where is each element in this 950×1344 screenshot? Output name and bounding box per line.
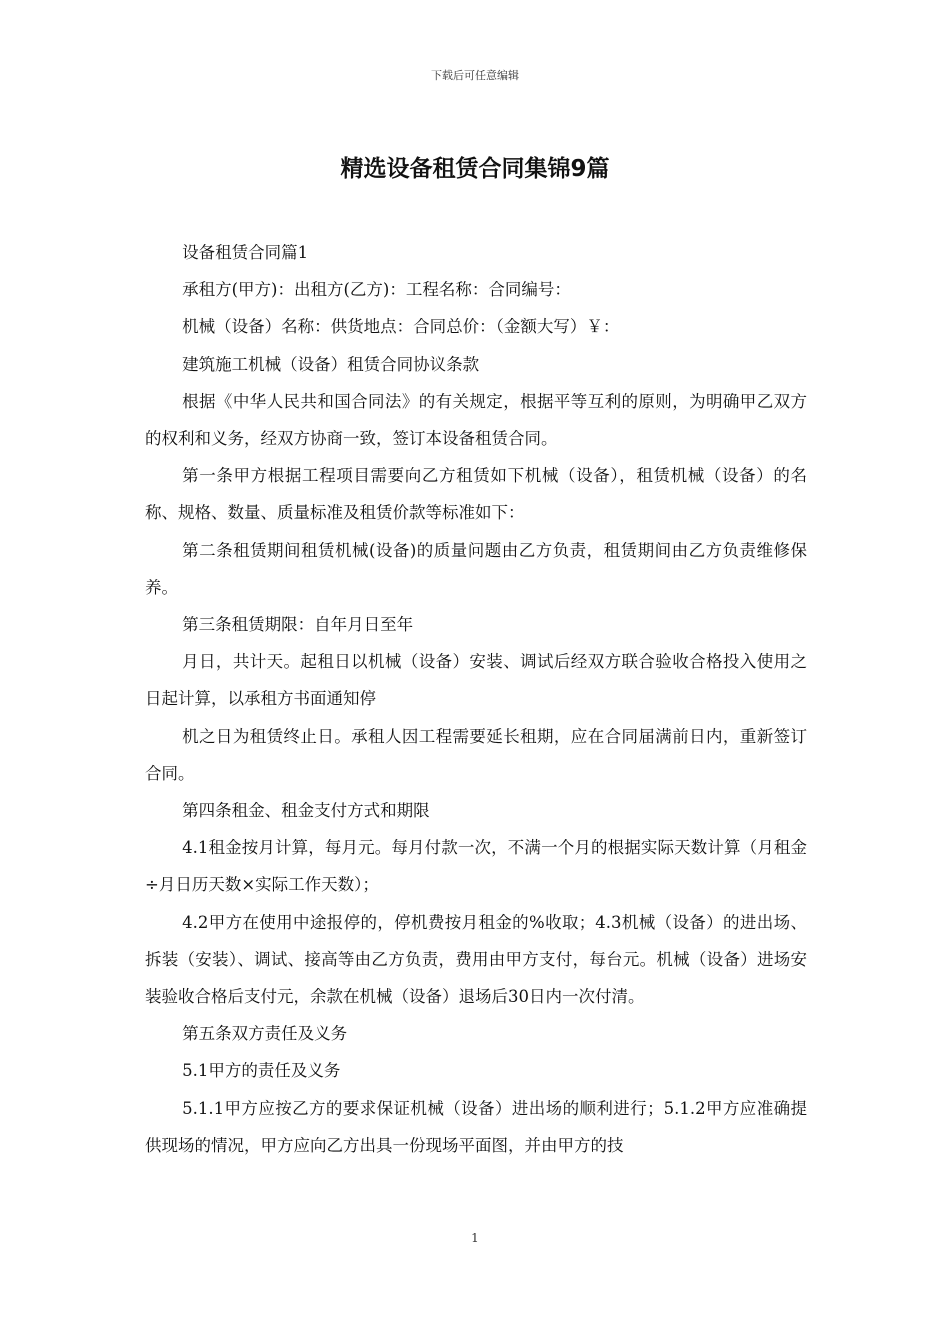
paragraph: 第三条租赁期限：自年月日至年 (182, 615, 414, 635)
paragraph: 第二条租赁期间租赁机械(设备)的质量问题由乙方负责，租赁期间由乙方负责维修保养。 (145, 540, 807, 597)
page-header: 下载后可任意编辑 (431, 69, 519, 82)
page-number: 1 (471, 1231, 479, 1245)
paragraph: 机械（设备）名称：供货地点：合同总价：（金额大写）￥： (182, 317, 620, 337)
paragraph: 4.2甲方在使用中途报停的，停机费按月租金的%收取；4.3机械（设备）的进出场、拆装（安装）、调试、接高等由乙方负责，费用由甲方支付，每台元。机械（设备）进场安装验收合格后支付元，余款在机械（设备）退场后30日内一次付清。 (145, 912, 807, 1007)
paragraph: 第四条租金、租金支付方式和期限 (182, 801, 430, 821)
paragraph: 月日，共计天。起租日以机械（设备）安装、调试后经双方联合验收合格投入使用之日起计算，以承租方书面通知停 (145, 652, 807, 709)
paragraph: 5.1.1甲方应按乙方的要求保证机械（设备）进出场的顺利进行；5.1.2甲方应准确提供现场的情况，甲方应向乙方出具一份现场平面图，并由甲方的技 (145, 1098, 807, 1155)
paragraph: 5.1甲方的责任及义务 (182, 1061, 341, 1081)
document-title: 精选设备租赁合同集锦9篇 (340, 156, 610, 182)
paragraph: 根据《中华人民共和国合同法》的有关规定，根据平等互利的原则，为明确甲乙双方的权利和义务，经双方协商一致，签订本设备租赁合同。 (145, 391, 807, 449)
document-body (145, 234, 807, 1164)
paragraph: 第一条甲方根据工程项目需要向乙方租赁如下机械（设备），租赁机械（设备）的名称、规格、数量、质量标准及租赁价款等标准如下： (145, 466, 807, 523)
paragraph: 建筑施工机械（设备）租赁合同协议条款 (182, 354, 480, 374)
paragraph: 承租方(甲方)：出租方(乙方)：工程名称：合同编号： (182, 280, 571, 300)
paragraph: 4.1租金按月计算，每月元。每月付款一次，不满一个月的根据实际天数计算（月租金÷月日历天数×实际工作天数）； (145, 838, 807, 895)
paragraph: 机之日为租赁终止日。承租人因工程需要延长租期，应在合同届满前日内，重新签订合同。 (145, 726, 807, 783)
paragraph: 第五条双方责任及义务 (182, 1024, 348, 1044)
section-heading: 设备租赁合同篇1 (182, 243, 309, 262)
